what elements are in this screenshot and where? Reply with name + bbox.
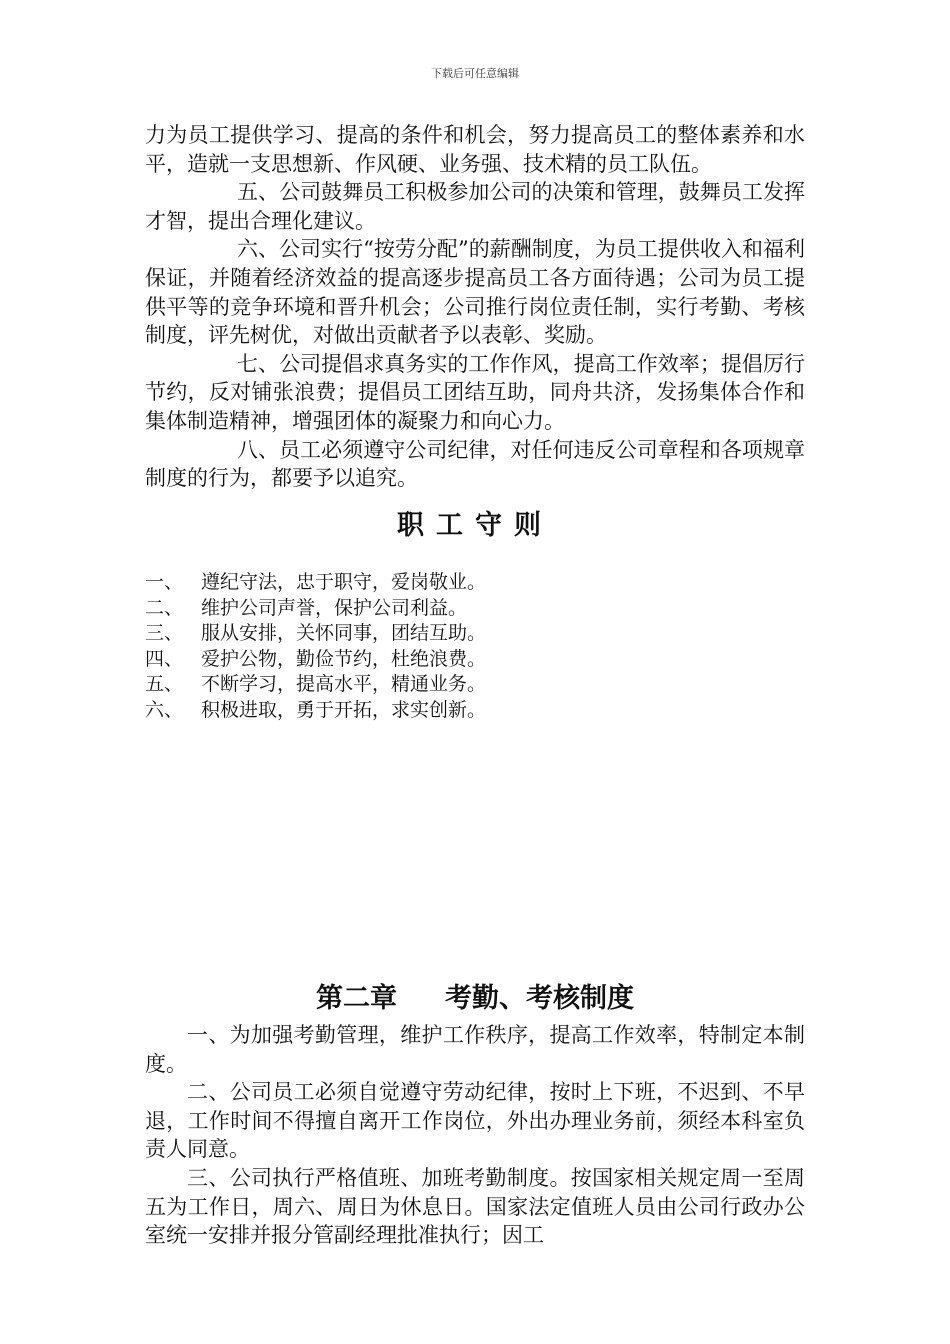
section1-body	[145, 121, 805, 493]
list-item	[145, 570, 645, 596]
rule-number: 三、	[145, 622, 184, 645]
rule-text: 服从安排，关怀同事，团结互助。	[201, 622, 487, 645]
rule-number: 二、	[145, 596, 184, 619]
list-item	[145, 621, 645, 647]
list-item	[145, 647, 645, 673]
chapter-number: 第二章	[316, 983, 397, 1014]
list-item	[145, 698, 645, 724]
paragraph: 五、公司鼓舞员工积极参加公司的决策和管理，鼓舞员工发挥才智，提出合理化建议。	[145, 180, 805, 233]
chapter2-body	[145, 1021, 805, 1250]
list-item	[145, 596, 645, 622]
rule-number: 四、	[145, 647, 184, 670]
paragraph: 七、公司提倡求真务实的工作作风，提高工作效率；提倡厉行节约，反对铺张浪费；提倡员工团结互助，同舟共济，发扬集体合作和集体制造精神，增强团体的凝聚力和向心力。	[145, 351, 805, 433]
paragraph: 一、为加强考勤管理，维护工作秩序，提高工作效率，特制定本制度。	[145, 1023, 805, 1076]
chapter-heading	[0, 976, 950, 1015]
paragraph: 二、公司员工必须自觉遵守劳动纪律，按时上下班，不迟到、不早退，工作时间不得擅自离开工作岗位，外出办理业务前，须经本科室负责人同意。	[145, 1080, 805, 1162]
chapter-title: 考勤、考核制度	[445, 983, 634, 1014]
rule-number: 一、	[145, 571, 184, 593]
rule-number: 六、	[145, 698, 184, 721]
rule-text: 维护公司声誉，保护公司利益。	[201, 596, 468, 619]
page-header: 下载后可任意编辑	[431, 67, 519, 80]
rule-text: 不断学习，提高水平，精通业务。	[201, 673, 487, 696]
rule-text: 遵纪守法，忠于职守，爱岗敬业。	[201, 571, 487, 593]
paragraph: 三、公司执行严格值班、加班考勤制度。按国家相关规定周一至周五为工作日，周六、周日为休息日。国家法定值班人员由公司行政办公室统一安排并报分管副经理批准执行；因工	[145, 1165, 805, 1248]
code-rules-list	[145, 570, 645, 724]
paragraph: 力为员工提供学习、提高的条件和机会，努力提高员工的整体素养和水平，造就一支思想新、作风硬、业务强、技术精的员工队伍。	[145, 123, 805, 176]
list-item	[145, 672, 645, 698]
rule-text: 爱护公物，勤俭节约，杜绝浪费。	[201, 647, 487, 670]
paragraph: 八、员工必须遵守公司纪律，对任何违反公司章程和各项规章制度的行为，都要予以追究。	[145, 437, 805, 491]
code-title: 职工守则	[397, 510, 553, 541]
rule-text: 积极进取，勇于开拓，求实创新。	[201, 698, 487, 721]
rule-number: 五、	[145, 673, 184, 696]
paragraph: 六、公司实行“按劳分配”的薪酬制度，为员工提供收入和福利保证，并随着经济效益的提高逐步提高员工各方面待遇；公司为员工提供平等的竞争环境和晋升机会；公司推行岗位责任制，实行考勤、考核制度，评先树优，对做出贡献者予以表彰、奖励。	[145, 237, 805, 348]
